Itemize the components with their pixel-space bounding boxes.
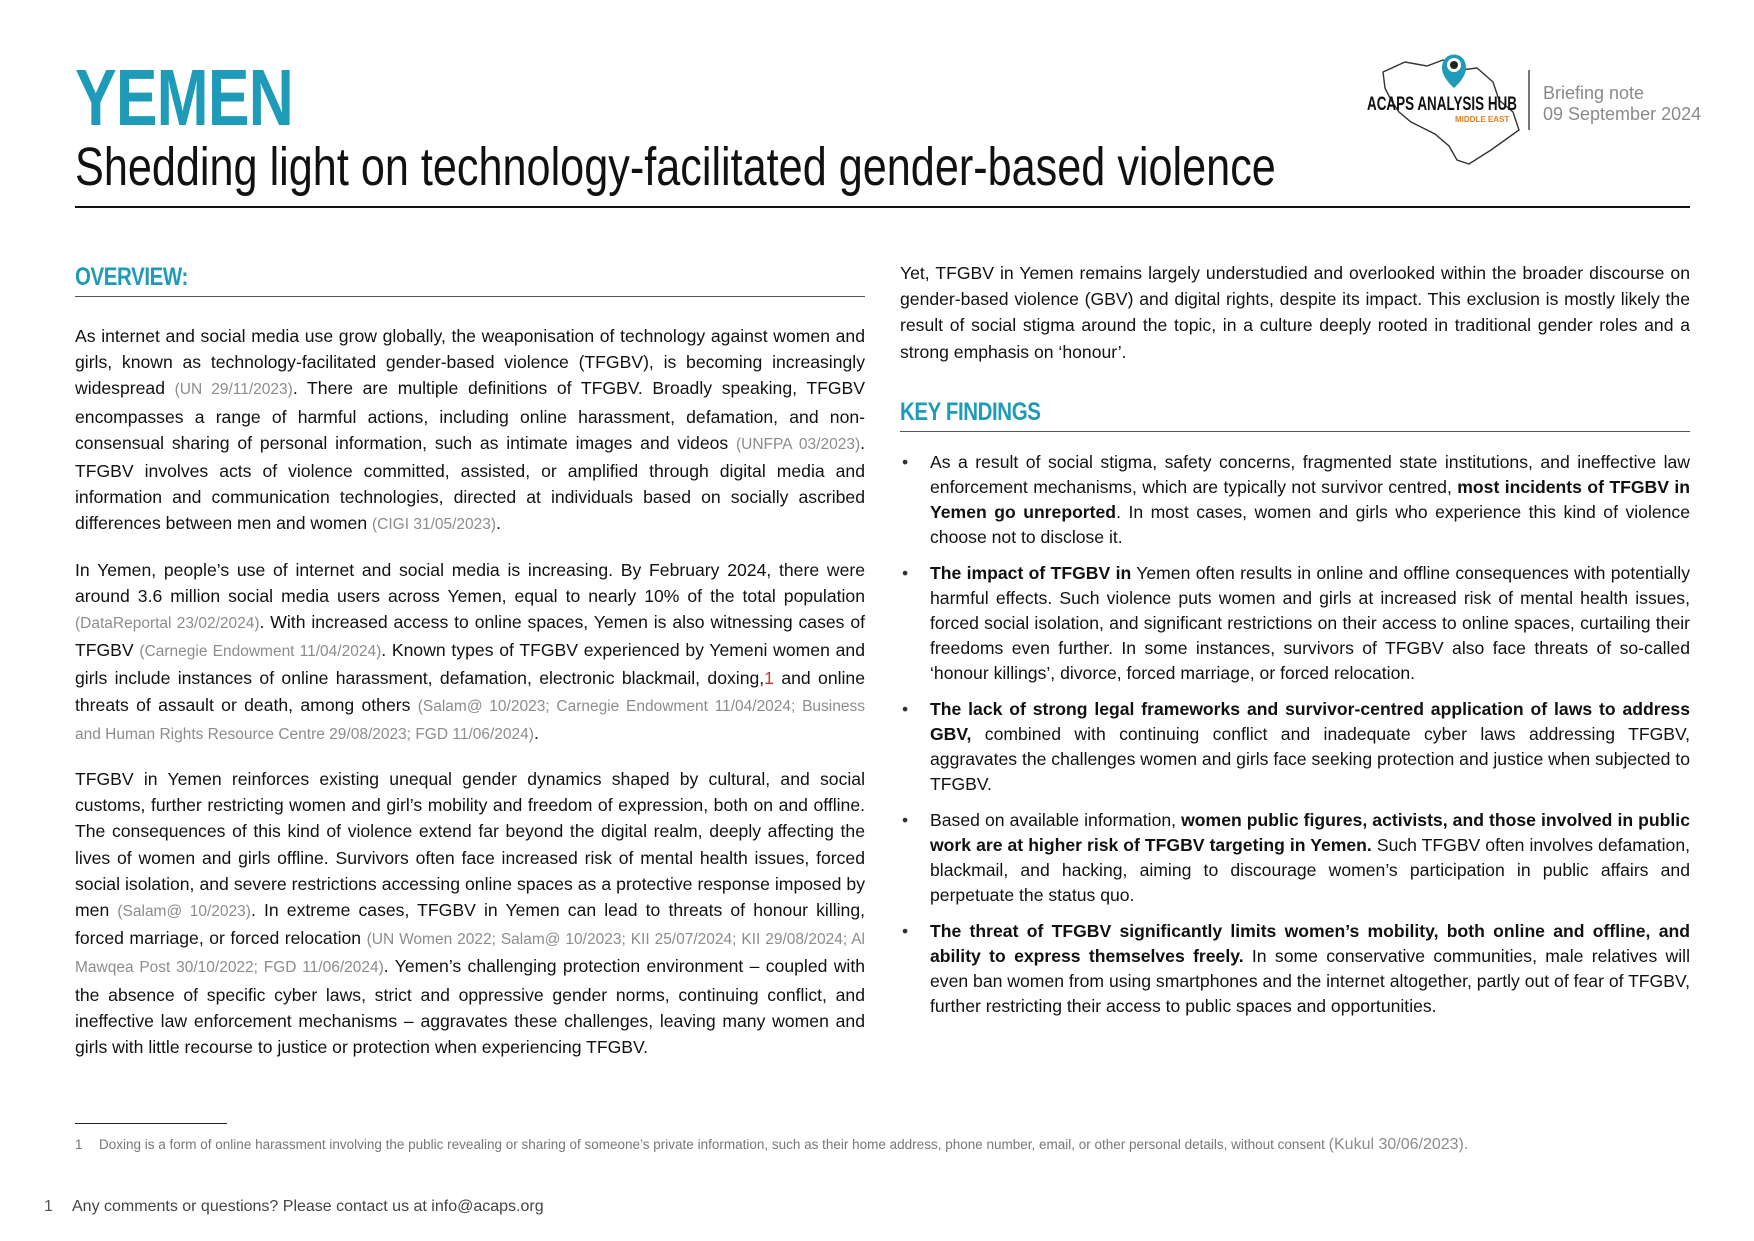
finding-item: • As a result of social stigma, safety concerns, fragmented state institutions, and ineffective law enforcement mechanisms, which are typically not survivor centred, most incidents of TFGBV in Yemen go unreported. In most cases, women and girls who experience this kind of violence choose not to disclose it. xyxy=(900,450,1690,550)
document-date: 09 September 2024 xyxy=(1543,104,1702,124)
finding-item: • The impact of TFGBV in Yemen often results in online and offline consequences with potentially harmful effects. Such violence puts women and girls at increased risk of mental health issues, forced social isolation, and significant restrictions on their access to online spaces, curtailing their freedoms even further. In some instances, survivors of TFGBV also face threats of so-called ‘honour killings’, divorce, forced marriage, or forced relocation. xyxy=(900,561,1690,686)
citation: (Salam@ 10/2023) xyxy=(117,903,251,921)
overview-rule xyxy=(75,296,865,297)
citation: (CIGI 31/05/2023) xyxy=(372,516,497,534)
finding-item: • Based on available information, women public figures, activists, and those involved in public work are at higher risk of TFGBV targeting in Yemen. Such TFGBV often involves defamation, blackmail, and hacking, aiming to discourage women’s participation in public affairs and perpetuate the status quo. xyxy=(900,808,1690,908)
acaps-logo xyxy=(1365,42,1545,170)
key-findings-list xyxy=(900,450,1690,1019)
document-type: Briefing note xyxy=(1543,83,1645,103)
footnote: 1 Doxing is a form of online harassment involving the public revealing or sharing of someone’s private information, such as their home address, phone number, email, or other personal details, without consent (Kukul 30/06/2023). xyxy=(75,1136,1469,1153)
overview-paragraph-3: TFGBV in Yemen reinforces existing unequal gender dynamics shaped by cultural, and social customs, further restricting women and girl’s mobility and freedom of expression, both on and offline. The consequences of this kind of violence extend far beyond the digital realm, deeply affecting the lives of women and girls offline. Survivors often face increased risk of mental health issues, forced social isolation, and severe restrictions accessing online spaces as a protective response imposed by men (Salam@ 10/2023). In extreme cases, TFGBV in Yemen can lead to threats of honour killing, forced marriage, or forced relocation (UN Women 2022; Salam@ 10/2023; KII 25/07/2024; KII 29/08/2024; Al Mawqea Post 30/10/2022; FGD 11/06/2024). Yemen’s challenging protection environment – coupled with the absence of specific cyber laws, strict and oppressive gender norms, continuing conflict, and ineffective law enforcement mechanisms – aggravates these challenges, leaving many women and girls with little recourse to justice or protection when experiencing TFGBV. xyxy=(75,769,866,1058)
report-subtitle: Shedding light on technology-facilitated gender-based violence xyxy=(75,137,1276,197)
logo-subtext: MIDDLE EAST xyxy=(1455,115,1510,124)
citation: (Kukul 30/06/2023) xyxy=(1328,1136,1464,1153)
footnote-number: 1 xyxy=(75,1137,83,1152)
country-title: YEMEN xyxy=(75,53,294,142)
page-number: 1 xyxy=(44,1198,53,1215)
citation: (DataReportal 23/02/2024) xyxy=(75,615,260,633)
citation: (UN Women 2022; Salam@ 10/2023; KII 25/07/2024; KII 29/08/2024; Al Mawqea Post 30/10/2022; FGD 11/06/2024) xyxy=(75,931,865,977)
overview-paragraph-2: In Yemen, people’s use of internet and social media is increasing. By February 2024, there were around 3.6 million social media users across Yemen, equal to nearly 10% of the total population (DataReportal 23/02/2024). With increased access to online spaces, Yemen is also witnessing cases of TFGBV (Carnegie Endowment 11/04/2024). Known types of TFGBV experienced by Yemeni women and girls include instances of online harassment, defamation, electronic blackmail, doxing,1 and online threats of assault or death, among others (Salam@ 10/2023; Carnegie Endowment 11/04/2024; Business and Human Rights Resource Centre 29/08/2023; FGD 11/06/2024). xyxy=(75,559,865,743)
contact-text[interactable]: Any comments or questions? Please contact us at info@acaps.org xyxy=(72,1198,544,1215)
overview-heading: OVERVIEW: xyxy=(75,263,188,291)
finding-item: • The lack of strong legal frameworks and survivor-centred application of laws to address GBV, combined with continuing conflict and inadequate cyber laws addressing TFGBV, aggravates the challenges women and girls face seeking protection and justice when subjected to TFGBV. xyxy=(900,697,1690,797)
citation: (Salam@ 10/2023; Carnegie Endowment 11/04/2024; Business and Human Rights Resource Centre 29/08/2023; FGD 11/06/2024) xyxy=(75,697,865,743)
overview-paragraph-1: As internet and social media use grow globally, the weaponisation of technology against women and girls, known as technology-facilitated gender-based violence (TFGBV), is becoming increasingly widespread (UN 29/11/2023). There are multiple definitions of TFGBV. Broadly speaking, TFGBV encompasses a range of harmful actions, including online harassment, defamation, and non-consensual sharing of personal information, such as intimate images and videos (UNFPA 03/2023). TFGBV involves acts of violence committed, assisted, or amplified through digital media and information and communication technologies, directed at individuals based on socially ascribed differences between men and women (CIGI 31/05/2023). xyxy=(75,326,865,534)
intro-paragraph: Yet, TFGBV in Yemen remains largely understudied and overlooked within the broader discourse on gender-based violence (GBV) and digital rights, despite its impact. This exclusion is mostly likely the result of social stigma around the topic, in a culture deeply rooted in traditional gender roles and a strong emphasis on ‘honour’. xyxy=(900,263,1690,362)
title-divider xyxy=(75,206,1690,208)
finding-item: • The threat of TFGBV significantly limits women’s mobility, both online and offline, and ability to express themselves freely. In some conservative communities, male relatives will even ban women from using smartphones and the internet altogether, partly out of fear of TFGBV, further restricting their access to public spaces and opportunities. xyxy=(900,919,1690,1019)
key-findings-column xyxy=(900,260,1690,1030)
key-findings-heading: KEY FINDINGS xyxy=(900,397,1041,426)
location-pin-icon xyxy=(1442,55,1466,89)
footnote-reference[interactable]: 1 xyxy=(764,668,774,689)
citation: (UNFPA 03/2023) xyxy=(736,435,861,453)
page-footer xyxy=(44,1198,544,1216)
overview-column xyxy=(75,260,865,1078)
key-findings-rule xyxy=(900,431,1690,432)
logo-text: ACAPS ANALYSIS HUB xyxy=(1367,94,1517,115)
citation: (UN 29/11/2023) xyxy=(174,381,293,399)
logo-divider xyxy=(1528,70,1530,130)
footnote-divider xyxy=(75,1123,227,1124)
citation: (Carnegie Endowment 11/04/2024) xyxy=(139,643,382,661)
footnote-text: Doxing is a form of online harassment involving the public revealing or sharing of someone’s private information, such as their home address, phone number, email, or other personal details, without consent xyxy=(99,1137,1329,1152)
